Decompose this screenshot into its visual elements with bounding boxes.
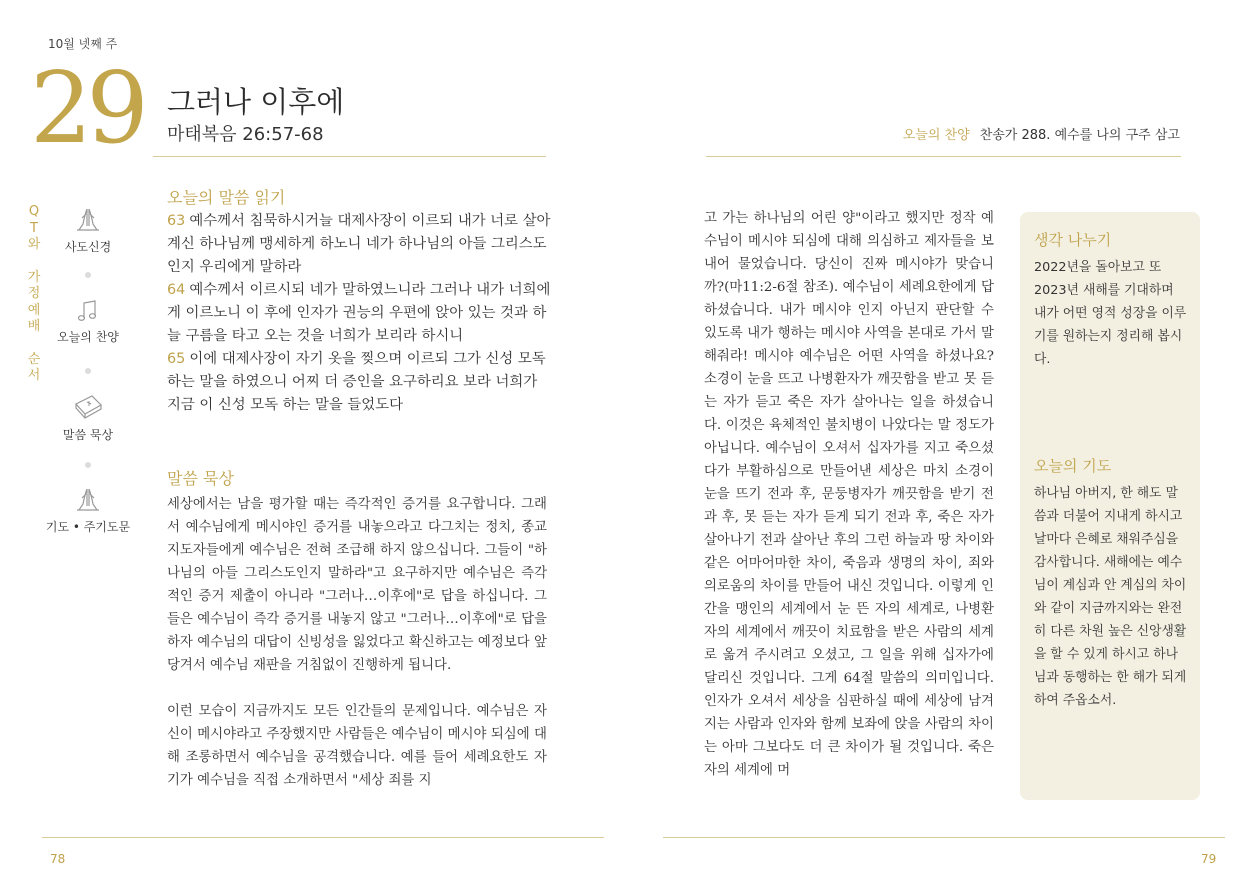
meditation-text-right [704,207,994,782]
verse [167,210,551,279]
scripture-reference: 마태복음 26:57-68 [167,124,324,145]
verse-number: 63 [167,213,186,229]
sharing-heading: 생각 나누기 [1034,231,1112,249]
page-title: 그러나 이후에 [167,85,345,119]
sidebar-item-label: 기도 • 주기도문 [45,520,131,534]
verse-number: 64 [167,282,186,298]
divider-dot [85,368,91,374]
week-label: 10월 넷째 주 [48,37,118,51]
meditation-text-left [167,493,547,792]
header-rule-right [706,156,1181,157]
verse-text: 예수께서 침묵하시거늘 대제사장이 이르되 내가 너로 살아 계신 하나님께 맹세하게 하노니 네가 하나님의 아들 그리스도인지 우리에게 말하라 [167,213,551,275]
divider-dot [85,272,91,278]
bible-icon [72,392,104,422]
footer-rule-right [663,837,1225,838]
scripture-verses [167,210,551,417]
reading-heading: 오늘의 말씀 읽기 [167,188,286,207]
footer-rule-left [42,837,604,838]
day-number: 29 [30,52,143,166]
verse [167,279,551,348]
verse-text: 예수께서 이르시되 네가 말하였느니라 그러나 내가 너희에게 이르노니 이 후에 인자가 권능의 우편에 앉아 있는 것과 하늘 구름을 타고 오는 것을 너희가 보리라 하시니 [167,282,551,344]
page-number-right: 79 [1201,852,1217,866]
verse [167,348,551,417]
sidebar-item-label: 사도신경 [64,240,112,254]
sidebar-item-meditation [43,392,133,443]
sidebar-item-label: 말씀 묵상 [62,428,114,442]
sidebar-item-prayer [43,486,133,535]
sidebar-item-todays-hymn [43,298,133,345]
header-rule-left [153,156,546,157]
meditation-heading: 말씀 묵상 [167,469,234,488]
hymn-label: 오늘의 찬양 [902,128,970,143]
verse-text: 이에 대제사장이 자기 옷을 찢으며 이르되 그가 신성 모독하는 말을 하였으니 어찌 더 증인을 요구하리요 보라 너희가 지금 이 신성 모독 하는 말을 들었도다 [167,351,546,413]
praying-hands-icon [73,206,103,234]
verse-number: 65 [167,351,186,367]
prayer-text: 하나님 아버지, 한 해도 말씀과 더불어 지내게 하시고 날마다 은혜로 채워주심을 감사합니다. 새해에는 예수님이 계심과 안 계심의 차이와 같이 지금까지와는 완전히 다른 차원 높은 신앙생활을 할 수 있게 하시고 하나님과 동행하는 한 해가 되게 하여 주옵소서. [1034,486,1187,708]
page-number-left: 78 [50,852,66,866]
sidebar-item-apostles-creed [43,206,133,255]
meditation-paragraph: 세상에서는 남을 평가할 때는 즉각적인 증거를 요구합니다. 그래서 예수님에게 메시야인 증거를 내놓으라고 다그치는 정치, 종교지도자들에게 예수님은 전혀 조급해 하지 않으십니다. 그들이 "하나님의 아들 그리스도인지 말하라"고 요구하지만 예수님은 즉각적인 증거 제출이 아니라 "그러나…이후에"로 답을 하십니다. 그들은 예수님이 즉각 증거를 내놓지 않고 "그러나…이후에"로 답을 하자 예수님의 대답이 신빙성을 잃었다고 확신하고는 예정보다 앞당겨서 예수님 재판을 거침없이 진행하게 됩니다. [167,497,547,673]
sidebar-vertical-title: Q T 와 가 정 예 배 순 서 [27,204,41,383]
hymn-text: 찬송가 288. 예수를 나의 구주 삼고 [979,128,1180,143]
prayer-heading: 오늘의 기도 [1034,457,1112,475]
sidebar-item-label: 오늘의 찬양 [57,330,119,344]
praying-hands-icon [73,486,103,514]
music-note-icon [73,298,103,324]
todays-hymn [903,124,1180,143]
sharing-text: 2022년을 돌아보고 또 2023년 새해를 기대하며 내가 어떤 영적 성장을 이루기를 원하는지 정리해 봅시다. [1034,260,1187,367]
divider-dot [85,462,91,468]
meditation-paragraph: 이런 모습이 지금까지도 모든 인간들의 문제입니다. 예수님은 자신이 메시야라고 주장했지만 사람들은 예수님이 메시야 되심에 대해 조롱하면서 예수님을 공격했습니다. 예를 들어 세례요한도 자기가 예수님을 직접 소개하면서 "세상 죄를 지 [167,704,547,788]
meditation-paragraph: 고 가는 하나님의 어린 양"이라고 했지만 정작 예수님이 메시야 되심에 대해 의심하고 제자들을 보내어 물었습니다. 당신이 진짜 메시야가 맞습니까?(마11:2-6절 참조). 예수님이 세례요한에게 답하셨습니다. 내가 메시야 인지 아닌지 판단할 수 있도록 내가 행하는 메시야 사역을 본대로 가서 말해줘라! 메시야 예수님은 어떤 사역을 하셨나요? 소경이 눈을 뜨고 나병환자가 깨끗함을 받고 못 듣는 자가 듣고 죽은 자가 살아나는 일을 하셨습니다. 이것은 육체적인 불치병이 나았다는 말 정도가 아닙니다. 예수님이 오셔서 십자가를 지고 죽으셨다가 부활하심으로 만들어낸 세상은 마치 소경이 눈을 뜨기 전과 후, 문둥병자가 깨끗함을 받기 전과 후, 못 듣는 자가 듣게 되기 전과 후, 죽은 자가 살아나기 전과 살아난 후의 그런 하늘과 땅 차이와 같은 어마어마한 차이, 죽음과 생명의 차이, 죄와 의로움의 차이를 만들어 내신 것입니다. 이렇게 인간을 맹인의 세계에서 눈 뜬 자의 세계로, 나병환자의 세계에서 깨끗이 치료함을 받은 사람의 세계로 옮겨 주시려고 오셨고, 그 일을 위해 십자가에 달리신 것입니다. 그게 64절 말씀의 의미입니다. 인자가 오셔서 세상을 심판하실 때에 세상에 남겨지는 사람과 인자와 함께 보좌에 앉을 사람의 차이는 아마 그보다도 더 큰 차이가 될 것입니다. 죽은 자의 세계에 머 [704,211,994,778]
